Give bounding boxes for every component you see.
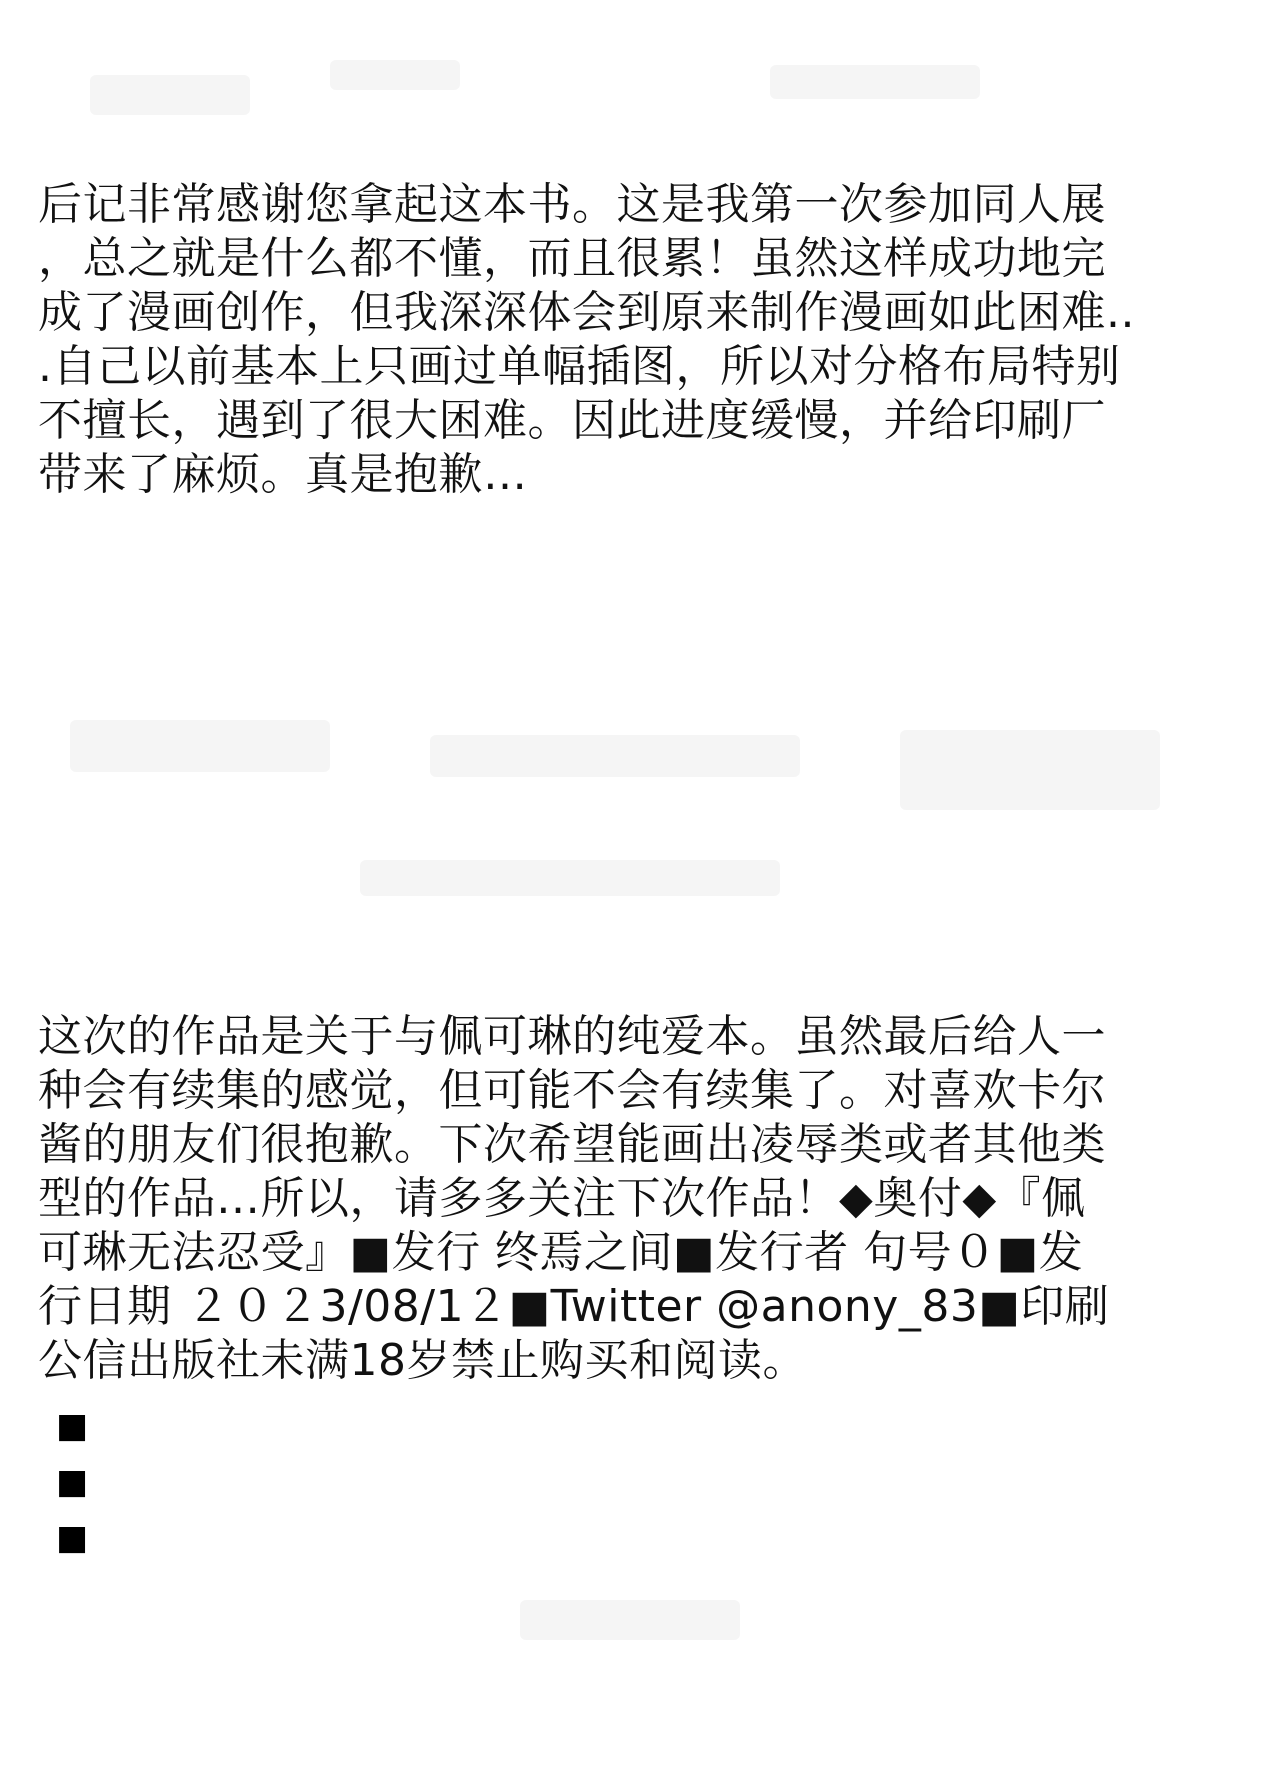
faded-artwork-remnant bbox=[900, 730, 1160, 810]
faded-artwork-remnant bbox=[520, 1600, 740, 1640]
faded-artwork-remnant bbox=[90, 75, 250, 115]
faded-artwork-remnant bbox=[70, 720, 330, 772]
marker-list bbox=[56, 1398, 96, 1566]
square-marker: ■ bbox=[56, 1406, 89, 1446]
faded-artwork-remnant bbox=[770, 65, 980, 99]
colophon-paragraph: 这次的作品是关于与佩可琳的纯爱本。虽然最后给人一 种会有续集的感觉，但可能不会有续集了。对喜欢卡尔 酱的朋友们很抱歉。下次希望能画出凌辱类或者其他类 型的作品…所以，请多多关注下次作品！◆奥付◆『佩 可琳无法忍受』■发行 终焉之间■发行者 句号０■发 行日期 ２０２3/08/1２■Twitter @anony_83■印刷 公信出版社未满18岁禁止购买和阅读。 bbox=[38, 1011, 1110, 1386]
faded-artwork-remnant bbox=[430, 735, 800, 777]
square-marker: ■ bbox=[56, 1462, 89, 1502]
square-marker: ■ bbox=[56, 1518, 89, 1558]
afterword-paragraph: 后记非常感谢您拿起这本书。这是我第一次参加同人展 ，总之就是什么都不懂，而且很累！虽然这样成功地完 成了漫画创作，但我深深体会到原来制作漫画如此困难.. .自己以前基本上只画过单幅插图，所以对分格布局特别 不擅长，遇到了很大困难。因此进度缓慢，并给印刷厂 带来了麻烦。真是抱歉… bbox=[38, 179, 1135, 500]
faded-artwork-remnant bbox=[330, 60, 460, 90]
faded-artwork-remnant bbox=[360, 860, 780, 896]
